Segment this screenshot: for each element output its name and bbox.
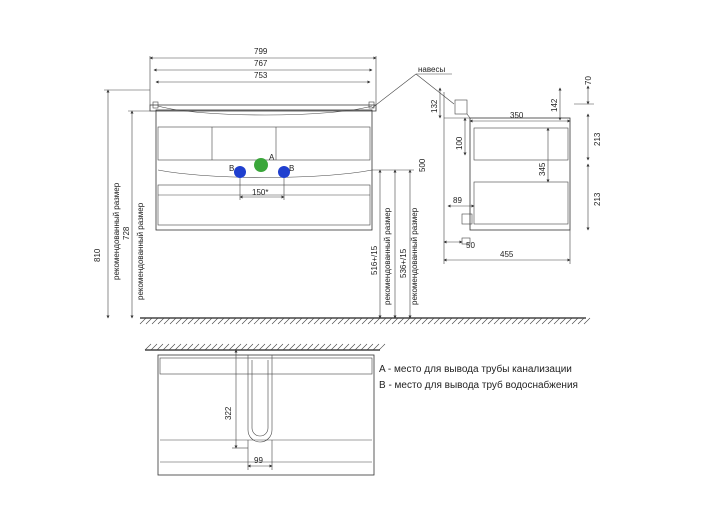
floor-line: [140, 318, 590, 324]
label-recommended-4: рекомендованный размер: [410, 207, 419, 305]
top-drawer-front: [158, 127, 370, 160]
outlet-b-left-marker: [234, 166, 246, 178]
dim-70: 70: [584, 76, 593, 85]
dim-753: 753: [254, 71, 268, 80]
hinge-box: [455, 100, 467, 114]
side-top-drawer: [474, 128, 568, 160]
dim-89: 89: [453, 196, 462, 205]
dim-350: 350: [510, 111, 524, 120]
dim-322: 322: [224, 406, 233, 420]
siphon-cutout-outline: [248, 355, 272, 442]
outlet-a-marker: [254, 158, 268, 172]
side-bottom-drawer: [474, 182, 568, 224]
basin-curve: [158, 106, 372, 115]
dim-99: 99: [254, 456, 263, 465]
label-b-left: B: [229, 164, 235, 173]
label-recommended-2: рекомендованный размер: [136, 202, 145, 300]
cabinet-side-outline: [470, 118, 570, 230]
legend-line-b: B - место для вывода труб водоснабжения: [379, 380, 578, 391]
dim-536: 536+/15: [399, 248, 408, 278]
dim-516: 516+/15: [370, 245, 379, 275]
label-a: A: [269, 153, 275, 162]
dim-810: 810: [93, 248, 102, 262]
dim-500: 500: [418, 158, 427, 172]
dim-213-top: 213: [593, 132, 602, 146]
dim-728: 728: [122, 226, 131, 240]
label-recommended-3: рекомендованный размер: [383, 207, 392, 305]
dim-213-bottom: 213: [593, 192, 602, 206]
cabinet-top-outline: [158, 355, 374, 475]
dim-132: 132: [430, 99, 439, 113]
dim-150: 150*: [252, 188, 269, 197]
side-view: [430, 76, 602, 264]
dim-345: 345: [538, 162, 547, 176]
dim-767: 767: [254, 59, 268, 68]
dim-100: 100: [455, 136, 464, 150]
top-view: [145, 344, 385, 475]
dim-799: 799: [254, 47, 268, 56]
siphon-cutout-curve: [158, 170, 372, 178]
legend-line-a: A - место для вывода трубы канализации: [379, 364, 572, 375]
front-view: [93, 47, 454, 318]
dim-50: 50: [466, 241, 475, 250]
hinges-label: навесы: [418, 65, 446, 74]
label-recommended-1: рекомендованный размер: [112, 182, 121, 280]
dim-142: 142: [550, 98, 559, 112]
dim-455: 455: [500, 250, 514, 259]
label-b-right: B: [289, 164, 295, 173]
